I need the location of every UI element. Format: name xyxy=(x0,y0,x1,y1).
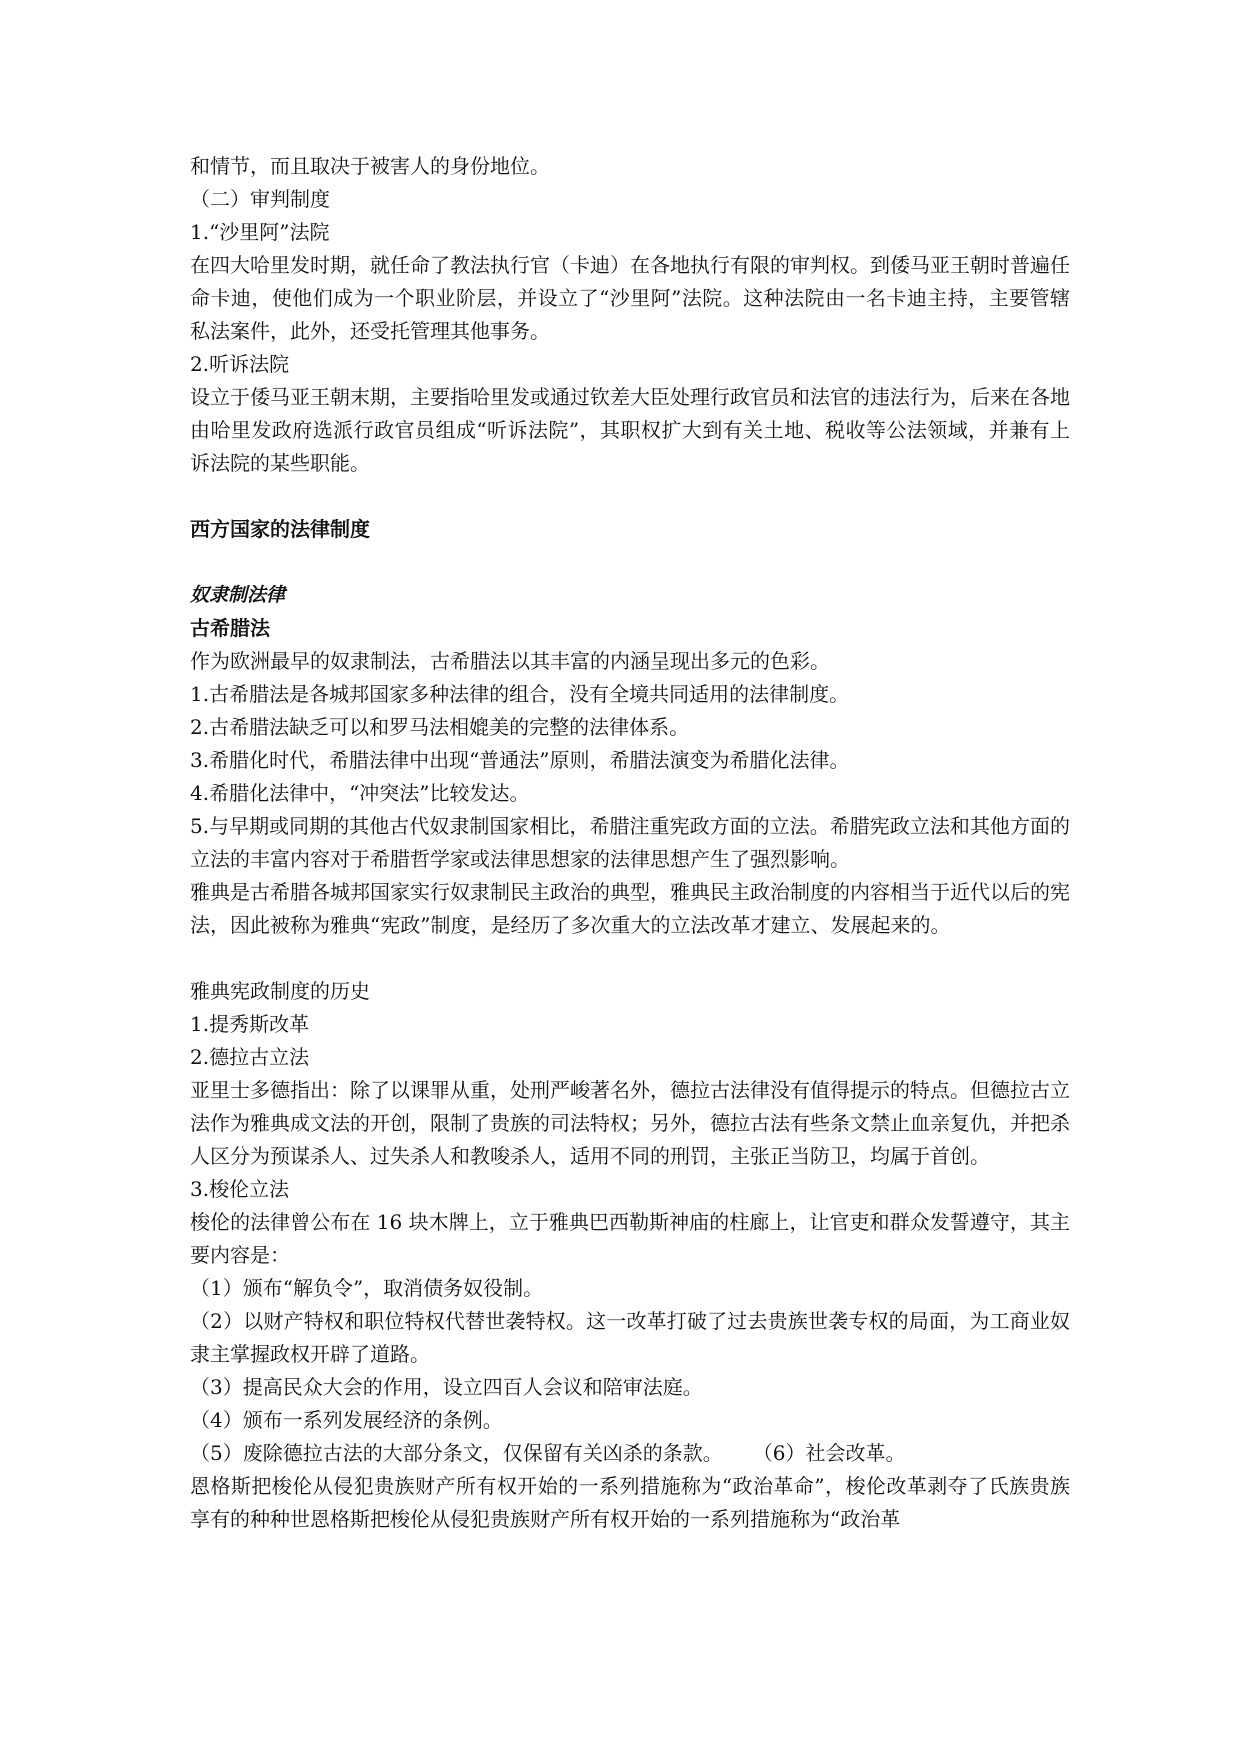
section-heading-slavery-law: 奴隶制法律 xyxy=(190,584,286,606)
blank-line xyxy=(190,480,1070,513)
subheading-hearing-court: 2.听诉法院 xyxy=(190,352,290,376)
chapter-heading-western-law: 西方国家的法律制度 xyxy=(190,517,370,541)
text-line: 和情节，而且取决于被害人的身份地位。 xyxy=(190,154,550,178)
list-item: （4）颁布一系列发展经济的条例。 xyxy=(190,1408,503,1432)
paragraph-engels: 恩格斯把梭伦从侵犯贵族财产所有权开始的一系列措施称为“政治革命”，梭伦改革剥夺了氏族贵族享有的种种世恩格斯把梭伦从侵犯贵族财产所有权开始的一系列措施称为“政治革 xyxy=(190,1474,1070,1531)
list-item: 2.古希腊法缺乏可以和罗马法相媲美的完整的法律体系。 xyxy=(190,715,690,739)
section-heading-ancient-greek-law: 古希腊法 xyxy=(190,616,270,640)
subheading-sharia-court: 1.“沙里阿”法院 xyxy=(190,220,330,244)
paragraph-sharia-court: 在四大哈里发时期，就任命了教法执行官（卡迪）在各地执行有限的审判权。到倭马亚王朝时普遍任命卡迪，使他们成为一个职业阶层，并设立了“沙里阿”法院。这种法院由一名卡迪主持，主要管辖私法案件，此外，还受托管理其他事务。 xyxy=(190,253,1070,343)
list-item: （2）以财产特权和职位特权代替世袭特权。这一改革打破了过去贵族世袭专权的局面，为工商业奴隶主掌握政权开辟了道路。 xyxy=(190,1309,1070,1366)
section-heading-athens-history: 雅典宪政制度的历史 xyxy=(190,979,370,1003)
paragraph-hearing-court: 设立于倭马亚王朝末期，主要指哈里发或通过钦差大臣处理行政官员和法官的违法行为，后来在各地由哈里发政府选派行政官员组成“听诉法院”，其职权扩大到有关土地、税收等公法领域，并兼有上诉法院的某些职能。 xyxy=(190,385,1070,475)
document-page xyxy=(190,150,1070,1536)
list-item: 5.与早期或同期的其他古代奴隶制国家相比，希腊注重宪政方面的立法。希腊宪政立法和其他方面的立法的丰富内容对于希腊哲学家或法律思想家的法律思想产生了强烈影响。 xyxy=(190,814,1070,871)
list-item: （3）提高民众大会的作用，设立四百人会议和陪审法庭。 xyxy=(190,1375,703,1399)
list-item: 3.梭伦立法 xyxy=(190,1177,290,1201)
text-line: 作为欧洲最早的奴隶制法，古希腊法以其丰富的内涵呈现出多元的色彩。 xyxy=(190,649,830,673)
list-item-pair xyxy=(190,1437,1070,1470)
list-item: 1.古希腊法是各城邦国家多种法律的组合，没有全境共同适用的法律制度。 xyxy=(190,682,850,706)
list-item: 3.希腊化时代，希腊法律中出现“普通法”原则，希腊法演变为希腊化法律。 xyxy=(190,748,850,772)
list-item: （1）颁布“解负令”，取消债务奴役制。 xyxy=(190,1276,544,1300)
list-item: （6）社会改革。 xyxy=(752,1441,906,1465)
paragraph-draco: 亚里士多德指出：除了以课罪从重，处刑严峻著名外，德拉古法律没有值得提示的特点。但德拉古立法作为雅典成文法的开创，限制了贵族的司法特权；另外，德拉古法有些条文禁止血亲复仇，并把杀人区分为预谋杀人、过失杀人和教唆杀人，适用不同的刑罚，主张正当防卫，均属于首创。 xyxy=(190,1078,1070,1168)
section-heading-trial-system: （二）审判制度 xyxy=(190,187,330,211)
list-item: 2.德拉古立法 xyxy=(190,1045,310,1069)
list-item: 4.希腊化法律中，“冲突法”比较发达。 xyxy=(190,781,530,805)
list-item: 1.提秀斯改革 xyxy=(190,1012,310,1036)
blank-line xyxy=(190,546,1070,579)
list-item: （5）废除德拉古法的大部分条文，仅保留有关凶杀的条款。 xyxy=(190,1441,723,1465)
blank-line xyxy=(190,942,1070,975)
paragraph-athens: 雅典是古希腊各城邦国家实行奴隶制民主政治的典型，雅典民主政治制度的内容相当于近代以后的宪法，因此被称为雅典“宪政”制度，是经历了多次重大的立法改革才建立、发展起来的。 xyxy=(190,880,1070,937)
paragraph-solon: 梭伦的法律曾公布在 16 块木牌上，立于雅典巴西勒斯神庙的柱廊上，让官吏和群众发誓遵守，其主要内容是： xyxy=(190,1210,1070,1267)
